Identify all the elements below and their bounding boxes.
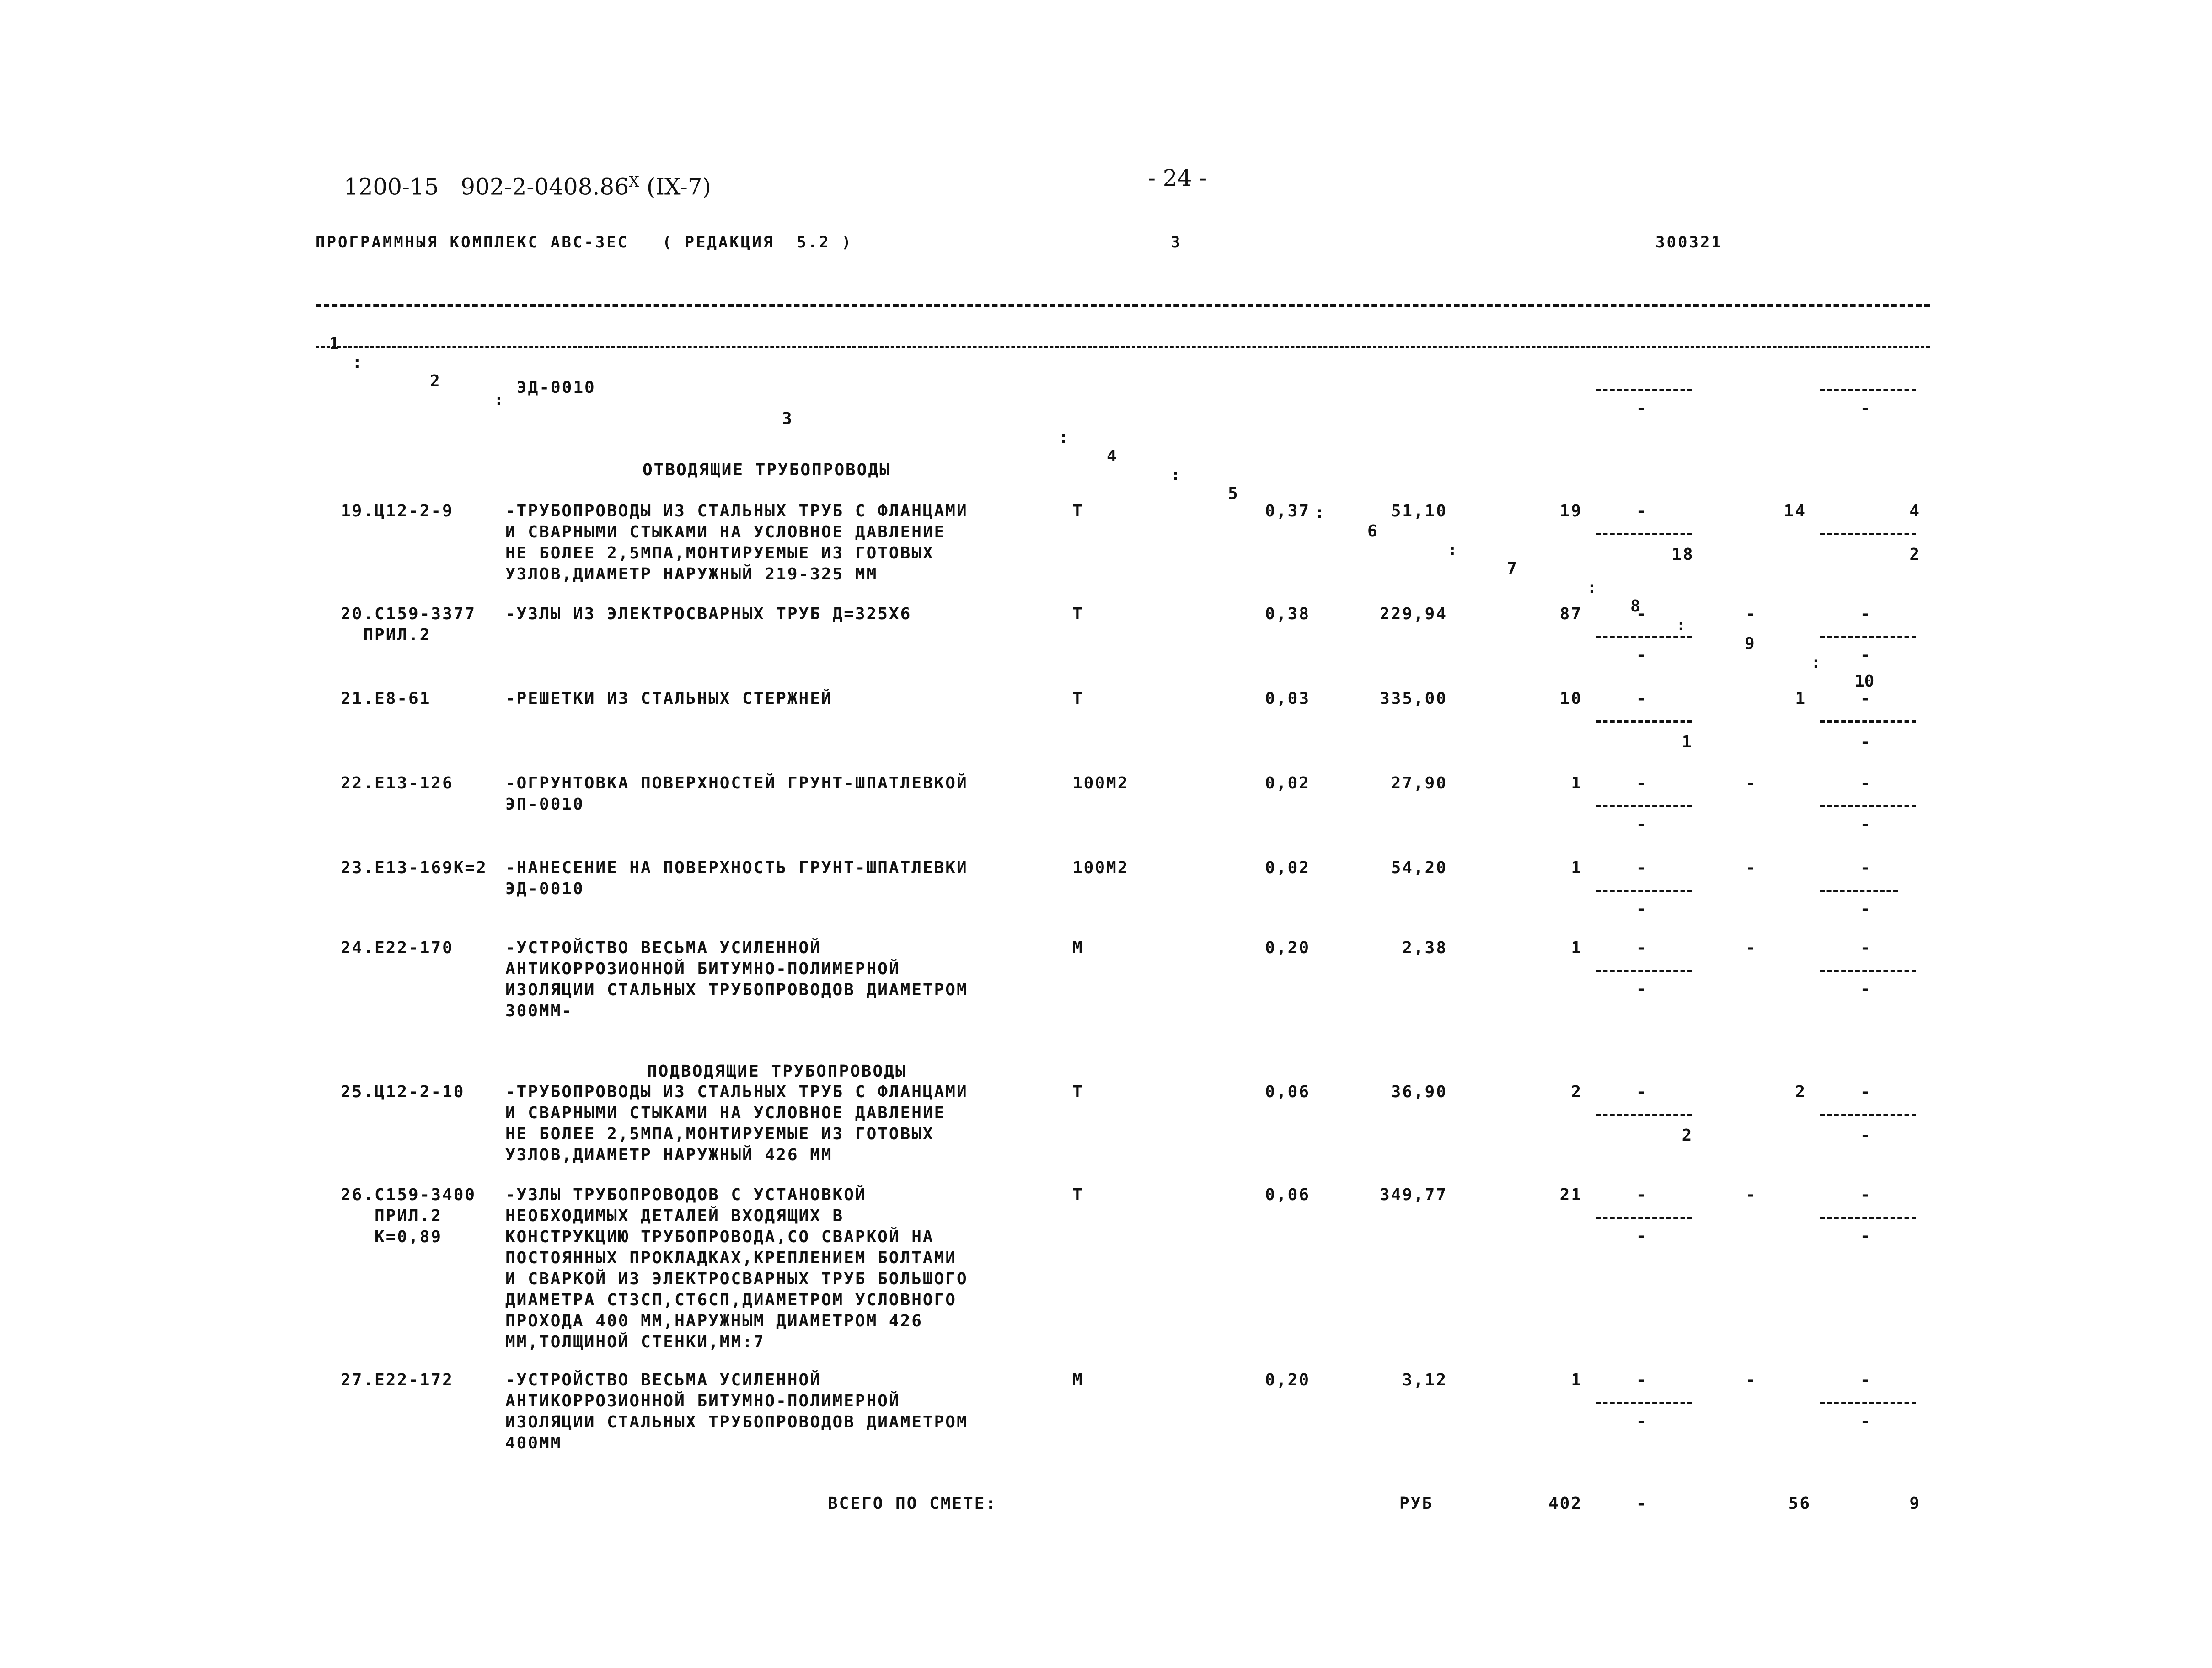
total-c9: 56: [1788, 1494, 1811, 1513]
row-26-c8-line: [1596, 1217, 1692, 1219]
total-c7: 402: [1548, 1494, 1582, 1513]
row-24-c8-top: -: [1636, 939, 1648, 957]
row-25-qty: 0,06: [1265, 1083, 1310, 1101]
row-27-c8-top: -: [1636, 1371, 1648, 1389]
row-23-c8-line: [1596, 890, 1692, 892]
row-25-c9: 2: [1795, 1083, 1806, 1101]
col-num-8: 8: [1630, 597, 1640, 616]
row-21-code: 21.Е8-61: [341, 689, 431, 708]
row-20-c10-top: -: [1860, 605, 1872, 623]
c10-fraction-line: [1820, 389, 1916, 391]
col-sep: :: [1811, 653, 1821, 672]
row-19-c8-line: [1596, 533, 1692, 535]
row-27-c9: -: [1746, 1371, 1757, 1389]
row-25-c8-top: -: [1636, 1083, 1648, 1101]
row-25-c10-line: [1820, 1114, 1916, 1116]
row-23-c10-bottom: -: [1860, 900, 1872, 918]
program-title: ПРОГРАММНЫЯ КОМПЛЕКС АВС-ЗЕС ( РЕДАКЦИЯ 5.2 ): [316, 233, 853, 252]
row-27-c10-top: -: [1860, 1371, 1872, 1389]
total-c8: -: [1636, 1494, 1648, 1513]
col-sep: :: [494, 391, 504, 409]
row-23-qty: 0,02: [1265, 858, 1310, 877]
row-26-qty: 0,06: [1265, 1185, 1310, 1204]
row-24-unit: М: [1072, 939, 1084, 957]
row-23-c10-top: -: [1860, 858, 1872, 877]
row-21-c8-line: [1596, 720, 1692, 723]
stamp-sup: X: [629, 173, 639, 190]
row-25-c8-line: [1596, 1114, 1692, 1116]
row-23-unit: 100М2: [1072, 858, 1129, 877]
row-26-c10-top: -: [1860, 1185, 1872, 1204]
row-24-price: 2,38: [1402, 939, 1447, 957]
row-21-c7: 10: [1559, 689, 1582, 708]
col-sep: :: [1171, 466, 1181, 484]
row-23-c7: 1: [1571, 858, 1582, 877]
row-27-price: 3,12: [1402, 1371, 1447, 1389]
program-mid: 3: [1171, 233, 1182, 252]
row-27-unit: М: [1072, 1371, 1084, 1389]
col-num-10: 10: [1854, 672, 1875, 691]
row-20-qty: 0,38: [1265, 605, 1310, 623]
row-27-qty: 0,20: [1265, 1371, 1310, 1389]
col-sep: :: [1447, 541, 1457, 559]
row-25-code: 25.Ц12-2-10: [341, 1083, 465, 1101]
row-25-price: 36,90: [1391, 1083, 1447, 1101]
row-26-c8-top: -: [1636, 1185, 1648, 1204]
row-24-c10-bottom: -: [1860, 980, 1872, 998]
row-24-qty: 0,20: [1265, 939, 1310, 957]
program-code: 300321: [1655, 233, 1723, 252]
row-25-c8-bottom: 2: [1682, 1126, 1693, 1145]
row-19-c10-top: 4: [1909, 502, 1921, 520]
row-24-code: 24.Е22-170: [341, 939, 454, 957]
row-27-c8-bottom: -: [1636, 1412, 1648, 1431]
row-21-c8-bottom: 1: [1682, 733, 1693, 751]
row-22-qty: 0,02: [1265, 774, 1310, 793]
row-20-c7: 87: [1559, 605, 1582, 623]
row-19-c9: 14: [1784, 502, 1806, 520]
document-stamp: [329, 146, 711, 200]
section-title-outlet: ОТВОДЯЩИЕ ТРУБОПРОВОДЫ: [643, 461, 891, 479]
row-26-price: 349,77: [1379, 1185, 1447, 1204]
row-25-c10-top: -: [1860, 1083, 1872, 1101]
total-unit: РУБ: [1399, 1494, 1434, 1513]
row-21-text: -РЕШЕТКИ ИЗ СТАЛЬНЫХ СТЕРЖНЕЙ: [505, 689, 833, 708]
row-20-c8-top: -: [1636, 605, 1648, 623]
col-num-2: 2: [430, 372, 440, 391]
row-24-text: -УСТРОЙСТВО ВЕСЬМА УСИЛЕННОЙ АНТИКОРРОЗИОННОЙ БИТУМНО-ПОЛИМЕРНОЙ ИЗОЛЯЦИИ СТАЛЬНЫХ ТРУБОПРОВОДОВ ДИАМЕТРОМ 300ММ-: [505, 939, 968, 1020]
row-27-c8-line: [1596, 1402, 1692, 1404]
row-26-c10-bottom: -: [1860, 1227, 1872, 1245]
row-25-c10-bottom: -: [1860, 1126, 1872, 1145]
total-c10: 9: [1909, 1494, 1921, 1513]
col-sep: :: [1587, 578, 1597, 597]
row-21-c8-top: -: [1636, 689, 1648, 708]
col-sep: :: [1676, 616, 1686, 634]
stamp-doc: 902-2-0408.86: [461, 173, 629, 200]
row-19-code: 19.Ц12-2-9: [341, 502, 454, 520]
col-num-7: 7: [1507, 559, 1517, 578]
stamp-code: 1200-15: [343, 173, 439, 200]
page-number: - 24 -: [1148, 165, 1207, 191]
row-21-price: 335,00: [1379, 689, 1447, 708]
row-26-text: -УЗЛЫ ТРУБОПРОВОДОВ С УСТАНОВКОЙ НЕОБХОДИМЫХ ДЕТАЛЕЙ ВХОДЯЩИХ В КОНСТРУКЦИЮ ТРУБОПРОВОДА,СО СВАРКОЙ НА ПОСТОЯННЫХ ПРОКЛАДКАХ,КРЕПЛЕНИЕМ БОЛТАМИ И СВАРКОЙ ИЗ ЭЛЕКТРОСВАРНЫХ ТРУБ БОЛЬШОГО ДИАМЕТРА СТ3СП,СТ6СП,ДИАМЕТРОМ УСЛОВНОГО ПРОХОДА 400 ММ,НАРУЖНЫМ ДИАМЕТРОМ 426 ММ,ТОЛЩИНОЙ СТЕНКИ,ММ:7: [505, 1185, 968, 1352]
row-27-c10-line: [1820, 1402, 1916, 1404]
row-23-c10-line: [1820, 890, 1898, 892]
stamp-suffix: (IX-7): [646, 173, 712, 200]
row-23-c8-bottom: -: [1636, 900, 1648, 918]
c8-fraction-line: [1596, 389, 1692, 391]
row-26-code: 26.С159-3400 ПРИЛ.2 К=0,89: [341, 1185, 477, 1246]
section-title-inlet: ПОДВОДЯЩИЕ ТРУБОПРОВОДЫ: [647, 1062, 907, 1081]
row-22-c10-top: -: [1860, 774, 1872, 793]
row-22-c9: -: [1746, 774, 1757, 793]
col-sep: :: [1059, 428, 1069, 447]
row-21-qty: 0,03: [1265, 689, 1310, 708]
row-20-c10-bottom: -: [1860, 646, 1872, 665]
row-23-c9: -: [1746, 858, 1757, 877]
row-22-c8-line: [1596, 805, 1692, 807]
row-22-c8-bottom: -: [1636, 815, 1648, 834]
row-25-unit: Т: [1072, 1083, 1084, 1101]
row-20-text: -УЗЛЫ ИЗ ЭЛЕКТРОСВАРНЫХ ТРУБ Д=325Х6: [505, 605, 912, 623]
row-24-c10-line: [1820, 970, 1916, 972]
row-20-c9: -: [1746, 605, 1757, 623]
row-20-code: 20.С159-3377 ПРИЛ.2: [341, 605, 477, 644]
col-num-4: 4: [1107, 447, 1117, 466]
row-20-c10-line: [1820, 636, 1916, 638]
row-24-c7: 1: [1571, 939, 1582, 957]
row-19-c7: 19: [1559, 502, 1582, 520]
header-rule-top: [316, 304, 1930, 307]
col-num-1: 1: [329, 334, 339, 353]
row-22-c10-bottom: -: [1860, 815, 1872, 834]
row-24-c8-bottom: -: [1636, 980, 1648, 998]
row-26-c7: 21: [1559, 1185, 1582, 1204]
row-21-c10-line: [1820, 720, 1916, 723]
total-label: ВСЕГО ПО СМЕТЕ:: [828, 1494, 997, 1513]
row-23-price: 54,20: [1391, 858, 1447, 877]
col-num-6: 6: [1367, 522, 1377, 541]
row-24-c10-top: -: [1860, 939, 1872, 957]
row-19-unit: Т: [1072, 502, 1084, 520]
row-19-price: 51,10: [1391, 502, 1447, 520]
row-21-c10-bottom: -: [1860, 733, 1872, 751]
row-23-code: 23.Е13-169К=2: [341, 858, 487, 877]
col-num-9: 9: [1745, 634, 1755, 653]
row-27-c10-bottom: -: [1860, 1412, 1872, 1431]
row-19-c8-bottom: 18: [1671, 545, 1694, 564]
row-27-code: 27.Е22-172: [341, 1371, 454, 1389]
row-19-qty: 0,37: [1265, 502, 1310, 520]
row-22-c8-top: -: [1636, 774, 1648, 793]
row-20-c8-bottom: -: [1636, 646, 1648, 665]
row-21-c9: 1: [1795, 689, 1806, 708]
row-24-c8-line: [1596, 970, 1692, 972]
row-23-text: -НАНЕСЕНИЕ НА ПОВЕРХНОСТЬ ГРУНТ-ШПАТЛЕВКИ ЭД-0010: [505, 858, 968, 898]
col-num-5: 5: [1228, 484, 1238, 503]
row-20-price: 229,94: [1379, 605, 1447, 623]
c10-bottom: -: [1860, 399, 1872, 418]
col-sep: :: [1315, 503, 1325, 522]
row-24-c9: -: [1746, 939, 1757, 957]
row-19-c8-top: -: [1636, 502, 1648, 520]
row-26-c8-bottom: -: [1636, 1227, 1648, 1245]
row-22-unit: 100М2: [1072, 774, 1129, 793]
continuation-text: ЭД-0010: [517, 378, 596, 397]
row-21-unit: Т: [1072, 689, 1084, 708]
row-20-c8-line: [1596, 636, 1692, 638]
row-19-c10-bottom: 2: [1909, 545, 1921, 564]
row-19-text: -ТРУБОПРОВОДЫ ИЗ СТАЛЬНЫХ ТРУБ С ФЛАНЦАМИ И СВАРНЫМИ СТЫКАМИ НА УСЛОВНОЕ ДАВЛЕНИЕ НЕ БОЛЕЕ 2,5МПА,МОНТИРУЕМЫЕ ИЗ ГОТОВЫХ УЗЛОВ,ДИАМЕТР НАРУЖНЫЙ 219-325 ММ: [505, 502, 968, 584]
col-num-3: 3: [782, 409, 792, 428]
row-22-code: 22.Е13-126: [341, 774, 454, 793]
row-22-c10-line: [1820, 805, 1916, 807]
row-27-c7: 1: [1571, 1371, 1582, 1389]
row-25-text: -ТРУБОПРОВОДЫ ИЗ СТАЛЬНЫХ ТРУБ С ФЛАНЦАМИ И СВАРНЫМИ СТЫКАМИ НА УСЛОВНОЕ ДАВЛЕНИЕ НЕ БОЛЕЕ 2,5МПА,МОНТИРУЕМЫЕ ИЗ ГОТОВЫХ УЗЛОВ,ДИАМЕТР НАРУЖНЫЙ 426 ММ: [505, 1083, 968, 1164]
row-21-c10-top: -: [1860, 689, 1872, 708]
row-20-unit: Т: [1072, 605, 1084, 623]
c8-bottom: -: [1636, 399, 1648, 418]
row-23-c8-top: -: [1636, 858, 1648, 877]
row-25-c7: 2: [1571, 1083, 1582, 1101]
col-sep: :: [352, 353, 362, 372]
header-rule-bottom: [316, 346, 1930, 348]
row-22-c7: 1: [1571, 774, 1582, 793]
row-26-unit: Т: [1072, 1185, 1084, 1204]
row-27-text: -УСТРОЙСТВО ВЕСЬМА УСИЛЕННОЙ АНТИКОРРОЗИОННОЙ БИТУМНО-ПОЛИМЕРНОЙ ИЗОЛЯЦИИ СТАЛЬНЫХ ТРУБОПРОВОДОВ ДИАМЕТРОМ 400ММ: [505, 1371, 968, 1453]
row-22-text: -ОГРУНТОВКА ПОВЕРХНОСТЕЙ ГРУНТ-ШПАТЛЕВКОЙ ЭП-0010: [505, 774, 968, 814]
row-19-c10-line: [1820, 533, 1916, 535]
row-22-price: 27,90: [1391, 774, 1447, 793]
row-26-c9: -: [1746, 1185, 1757, 1204]
row-26-c10-line: [1820, 1217, 1916, 1219]
